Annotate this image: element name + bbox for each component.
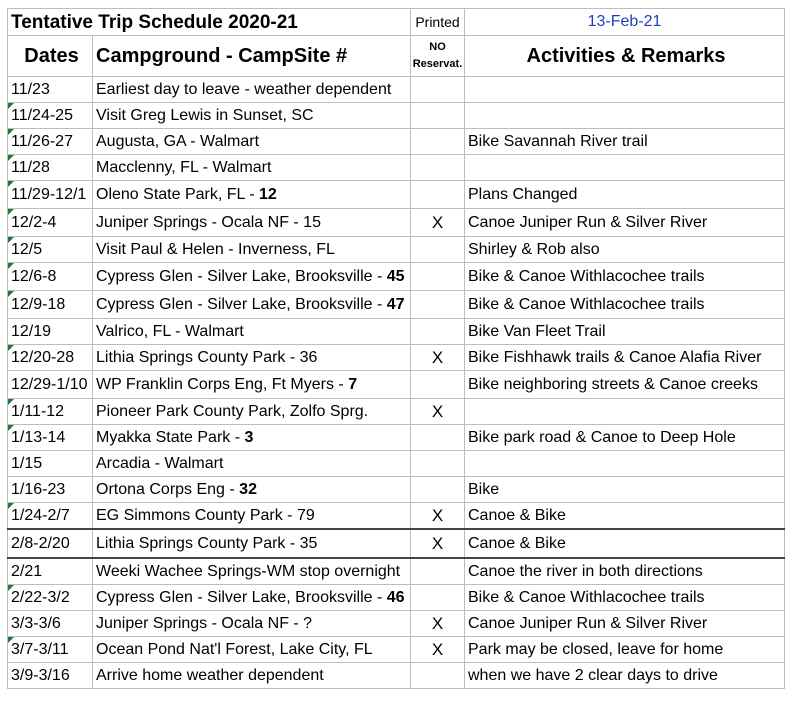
campground-cell[interactable]	[93, 209, 411, 237]
table-row	[8, 611, 785, 637]
schedule-table	[7, 8, 785, 689]
activities-cell[interactable]	[465, 477, 785, 503]
no-reservation-cell[interactable]	[411, 611, 465, 637]
activities-cell[interactable]	[465, 503, 785, 530]
campground-cell[interactable]	[93, 181, 411, 209]
campground-text: Valrico, FL - Walmart	[96, 322, 244, 340]
date-cell[interactable]	[8, 371, 93, 399]
activities-cell[interactable]	[465, 558, 785, 585]
campground-cell[interactable]	[93, 263, 411, 291]
date-cell[interactable]	[8, 477, 93, 503]
date-text: 12/19	[11, 322, 52, 340]
activities-cell[interactable]	[465, 129, 785, 155]
activities-cell[interactable]	[465, 663, 785, 689]
campsite-number: 47	[386, 295, 405, 313]
printed-date[interactable]: 13-Feb-21	[465, 9, 785, 36]
activities-text: Bike & Canoe Withlacochee trails	[468, 588, 705, 606]
header-dates[interactable]: Dates	[8, 36, 93, 77]
activities-cell[interactable]	[465, 103, 785, 129]
table-row	[8, 529, 785, 558]
table-row	[8, 209, 785, 237]
activities-text: Canoe Juniper Run & Silver River	[468, 213, 708, 231]
no-reservation-mark: X	[431, 614, 444, 633]
campground-text: Cypress Glen - Silver Lake, Brooksville -	[96, 267, 387, 285]
date-cell[interactable]	[8, 237, 93, 263]
campground-cell[interactable]	[93, 611, 411, 637]
no-reservation-cell[interactable]	[411, 77, 465, 103]
date-cell[interactable]	[8, 503, 93, 530]
activities-cell[interactable]	[465, 181, 785, 209]
activities-text: Park may be closed, leave for home	[468, 640, 724, 658]
date-text: 1/13-14	[11, 428, 66, 446]
campground-cell[interactable]	[93, 585, 411, 611]
date-cell[interactable]	[8, 558, 93, 585]
table-row	[8, 399, 785, 425]
campground-text: Ortona Corps Eng -	[96, 480, 240, 498]
campground-cell[interactable]	[93, 319, 411, 345]
campground-cell[interactable]	[93, 371, 411, 399]
activities-cell[interactable]	[465, 529, 785, 558]
campground-text: Augusta, GA - Walmart	[96, 132, 260, 150]
activities-text: Bike & Canoe Withlacochee trails	[468, 295, 705, 313]
activities-text: Canoe the river in both directions	[468, 562, 703, 580]
date-text: 1/16-23	[11, 480, 66, 498]
no-reservation-mark: X	[431, 348, 444, 367]
no-reservation-mark: X	[431, 534, 444, 553]
table-row	[8, 155, 785, 181]
header-no-res-line1: NO	[429, 40, 446, 53]
date-text: 2/8-2/20	[11, 534, 70, 552]
campground-text: Weeki Wachee Springs-WM stop overnight	[96, 562, 401, 580]
activities-cell[interactable]	[465, 585, 785, 611]
no-reservation-cell[interactable]	[411, 399, 465, 425]
no-reservation-cell[interactable]	[411, 425, 465, 451]
activities-text: Bike Van Fleet Trail	[468, 322, 606, 340]
activities-text: Canoe & Bike	[468, 534, 566, 552]
no-reservation-cell[interactable]	[411, 637, 465, 663]
header-campground[interactable]: Campground - CampSite #	[93, 36, 411, 77]
campground-cell[interactable]	[93, 558, 411, 585]
campground-text: Juniper Springs - Ocala NF - ?	[96, 614, 313, 632]
date-cell[interactable]	[8, 451, 93, 477]
date-text: 11/23	[11, 80, 50, 98]
sheet-title[interactable]: Tentative Trip Schedule 2020-21	[8, 9, 411, 36]
activities-cell[interactable]	[465, 451, 785, 477]
campground-cell[interactable]	[93, 77, 411, 103]
activities-cell[interactable]	[465, 319, 785, 345]
activities-cell[interactable]	[465, 291, 785, 319]
table-row	[8, 558, 785, 585]
date-text: 2/22-3/2	[11, 588, 70, 606]
activities-cell[interactable]	[465, 345, 785, 371]
campsite-number: 46	[386, 588, 405, 606]
activities-text: Canoe & Bike	[468, 506, 566, 524]
date-text: 11/26-27	[11, 132, 73, 150]
date-cell[interactable]	[8, 77, 93, 103]
activities-text: Shirley & Rob also	[468, 240, 600, 258]
table-row	[8, 451, 785, 477]
campground-cell[interactable]	[93, 503, 411, 530]
activities-cell[interactable]	[465, 399, 785, 425]
activities-cell[interactable]	[465, 425, 785, 451]
date-cell[interactable]	[8, 291, 93, 319]
date-cell[interactable]	[8, 345, 93, 371]
activities-text: Bike neighboring streets & Canoe creeks	[468, 375, 758, 393]
no-reservation-cell[interactable]	[411, 237, 465, 263]
campground-text: Pioneer Park County Park, Zolfo Sprg.	[96, 402, 369, 420]
date-cell[interactable]	[8, 103, 93, 129]
table-row	[8, 129, 785, 155]
table-row	[8, 425, 785, 451]
table-row	[8, 637, 785, 663]
date-cell[interactable]	[8, 263, 93, 291]
table-row	[8, 319, 785, 345]
date-cell[interactable]	[8, 585, 93, 611]
campground-text: Lithia Springs County Park - 35	[96, 534, 318, 552]
table-row	[8, 371, 785, 399]
campground-text: Arcadia - Walmart	[96, 454, 224, 472]
campground-text: Ocean Pond Nat'l Forest, Lake City, FL	[96, 640, 373, 658]
activities-text: Plans Changed	[468, 185, 578, 203]
campsite-number: 7	[348, 375, 358, 393]
table-row	[8, 345, 785, 371]
date-text: 12/29-1/10	[11, 375, 88, 393]
campground-text: Arrive home weather dependent	[96, 666, 324, 684]
campground-text: EG Simmons County Park - 79	[96, 506, 315, 524]
date-cell[interactable]	[8, 529, 93, 558]
campground-cell[interactable]	[93, 663, 411, 689]
activities-cell[interactable]	[465, 237, 785, 263]
no-reservation-cell[interactable]	[411, 263, 465, 291]
no-reservation-cell[interactable]	[411, 291, 465, 319]
date-text: 3/9-3/16	[11, 666, 70, 684]
date-text: 3/3-3/6	[11, 614, 61, 632]
date-cell[interactable]	[8, 181, 93, 209]
printed-label[interactable]: Printed	[411, 9, 465, 36]
table-row	[8, 181, 785, 209]
campsite-number: 3	[244, 428, 254, 446]
no-reservation-cell[interactable]	[411, 319, 465, 345]
campground-cell[interactable]	[93, 637, 411, 663]
table-row	[8, 103, 785, 129]
header-no-res-line2: Reservat.	[412, 58, 463, 70]
campground-cell[interactable]	[93, 399, 411, 425]
no-reservation-cell[interactable]	[411, 129, 465, 155]
date-text: 2/21	[11, 562, 43, 580]
date-text: 11/28	[11, 158, 50, 176]
activities-cell[interactable]	[465, 263, 785, 291]
table-row	[8, 503, 785, 530]
campground-cell[interactable]	[93, 529, 411, 558]
no-reservation-cell[interactable]	[411, 209, 465, 237]
campground-cell[interactable]	[93, 155, 411, 181]
schedule-rows	[8, 77, 785, 689]
table-row	[8, 77, 785, 103]
no-reservation-cell[interactable]	[411, 558, 465, 585]
activities-text: Bike & Canoe Withlacochee trails	[468, 267, 705, 285]
table-row	[8, 291, 785, 319]
activities-text: Bike park road & Canoe to Deep Hole	[468, 428, 736, 446]
activities-text: Bike Savannah River trail	[468, 132, 648, 150]
no-reservation-cell[interactable]	[411, 451, 465, 477]
campground-text: WP Franklin Corps Eng, Ft Myers -	[96, 375, 349, 393]
no-reservation-cell[interactable]	[411, 477, 465, 503]
no-reservation-mark: X	[431, 213, 444, 232]
activities-text: when we have 2 clear days to drive	[468, 666, 718, 684]
date-text: 12/6-8	[11, 267, 57, 285]
date-text: 11/24-25	[11, 106, 73, 124]
date-text: 11/29-12/1	[11, 185, 87, 203]
no-reservation-mark: X	[431, 506, 444, 525]
header-row	[8, 36, 785, 77]
activities-text: Bike Fishhawk trails & Canoe Alafia River	[468, 348, 762, 366]
campground-text: Cypress Glen - Silver Lake, Brooksville -	[96, 295, 387, 313]
campground-cell[interactable]	[93, 345, 411, 371]
activities-cell[interactable]	[465, 637, 785, 663]
no-reservation-mark: X	[431, 402, 444, 421]
activities-cell[interactable]	[465, 209, 785, 237]
no-reservation-cell[interactable]	[411, 103, 465, 129]
no-reservation-cell[interactable]	[411, 503, 465, 530]
table-row	[8, 663, 785, 689]
campground-text: Juniper Springs - Ocala NF - 15	[96, 213, 321, 231]
date-text: 12/20-28	[11, 348, 75, 366]
campground-text: Cypress Glen - Silver Lake, Brooksville -	[96, 588, 387, 606]
activities-cell[interactable]	[465, 371, 785, 399]
campsite-number: 32	[239, 480, 257, 498]
campground-text: Lithia Springs County Park - 36	[96, 348, 318, 366]
date-cell[interactable]	[8, 663, 93, 689]
date-cell[interactable]	[8, 129, 93, 155]
campsite-number: 12	[259, 185, 277, 203]
activities-cell[interactable]	[465, 611, 785, 637]
date-cell[interactable]	[8, 209, 93, 237]
table-row	[8, 477, 785, 503]
no-reservation-mark: X	[431, 640, 444, 659]
no-reservation-cell[interactable]	[411, 371, 465, 399]
no-reservation-cell[interactable]	[411, 663, 465, 689]
campground-text: Oleno State Park, FL -	[96, 185, 260, 203]
activities-cell[interactable]	[465, 77, 785, 103]
date-text: 3/7-3/11	[11, 640, 69, 658]
campground-cell[interactable]	[93, 425, 411, 451]
table-row	[8, 263, 785, 291]
activities-text: Canoe Juniper Run & Silver River	[468, 614, 708, 632]
campground-cell[interactable]	[93, 477, 411, 503]
no-reservation-cell[interactable]	[411, 345, 465, 371]
no-reservation-cell[interactable]	[411, 585, 465, 611]
date-text: 1/15	[11, 454, 43, 472]
table-row	[8, 237, 785, 263]
campsite-number: 45	[386, 267, 405, 285]
campground-cell[interactable]	[93, 237, 411, 263]
title-row	[8, 9, 785, 36]
no-reservation-cell[interactable]	[411, 529, 465, 558]
campground-text: Visit Greg Lewis in Sunset, SC	[96, 106, 314, 124]
campground-cell[interactable]	[93, 103, 411, 129]
date-cell[interactable]	[8, 637, 93, 663]
campground-cell[interactable]	[93, 129, 411, 155]
date-cell[interactable]	[8, 155, 93, 181]
no-reservation-cell[interactable]	[411, 155, 465, 181]
header-activities[interactable]: Activities & Remarks	[465, 36, 785, 77]
date-cell[interactable]	[8, 399, 93, 425]
campground-cell[interactable]	[93, 291, 411, 319]
date-cell[interactable]	[8, 319, 93, 345]
activities-cell[interactable]	[465, 155, 785, 181]
campground-text: Visit Paul & Helen - Inverness, FL	[96, 240, 335, 258]
date-cell[interactable]	[8, 425, 93, 451]
date-text: 12/2-4	[11, 213, 57, 231]
table-row	[8, 585, 785, 611]
date-cell[interactable]	[8, 611, 93, 637]
no-reservation-cell[interactable]	[411, 181, 465, 209]
campground-text: Earliest day to leave - weather dependent	[96, 80, 392, 98]
date-text: 1/11-12	[11, 402, 65, 420]
date-text: 1/24-2/7	[11, 506, 70, 524]
activities-text: Bike	[468, 480, 500, 498]
date-text: 12/5	[11, 240, 43, 258]
campground-text: Myakka State Park -	[96, 428, 245, 446]
campground-cell[interactable]	[93, 451, 411, 477]
header-no-reservation[interactable]	[411, 36, 465, 77]
date-text: 12/9-18	[11, 295, 66, 313]
campground-text: Macclenny, FL - Walmart	[96, 158, 272, 176]
